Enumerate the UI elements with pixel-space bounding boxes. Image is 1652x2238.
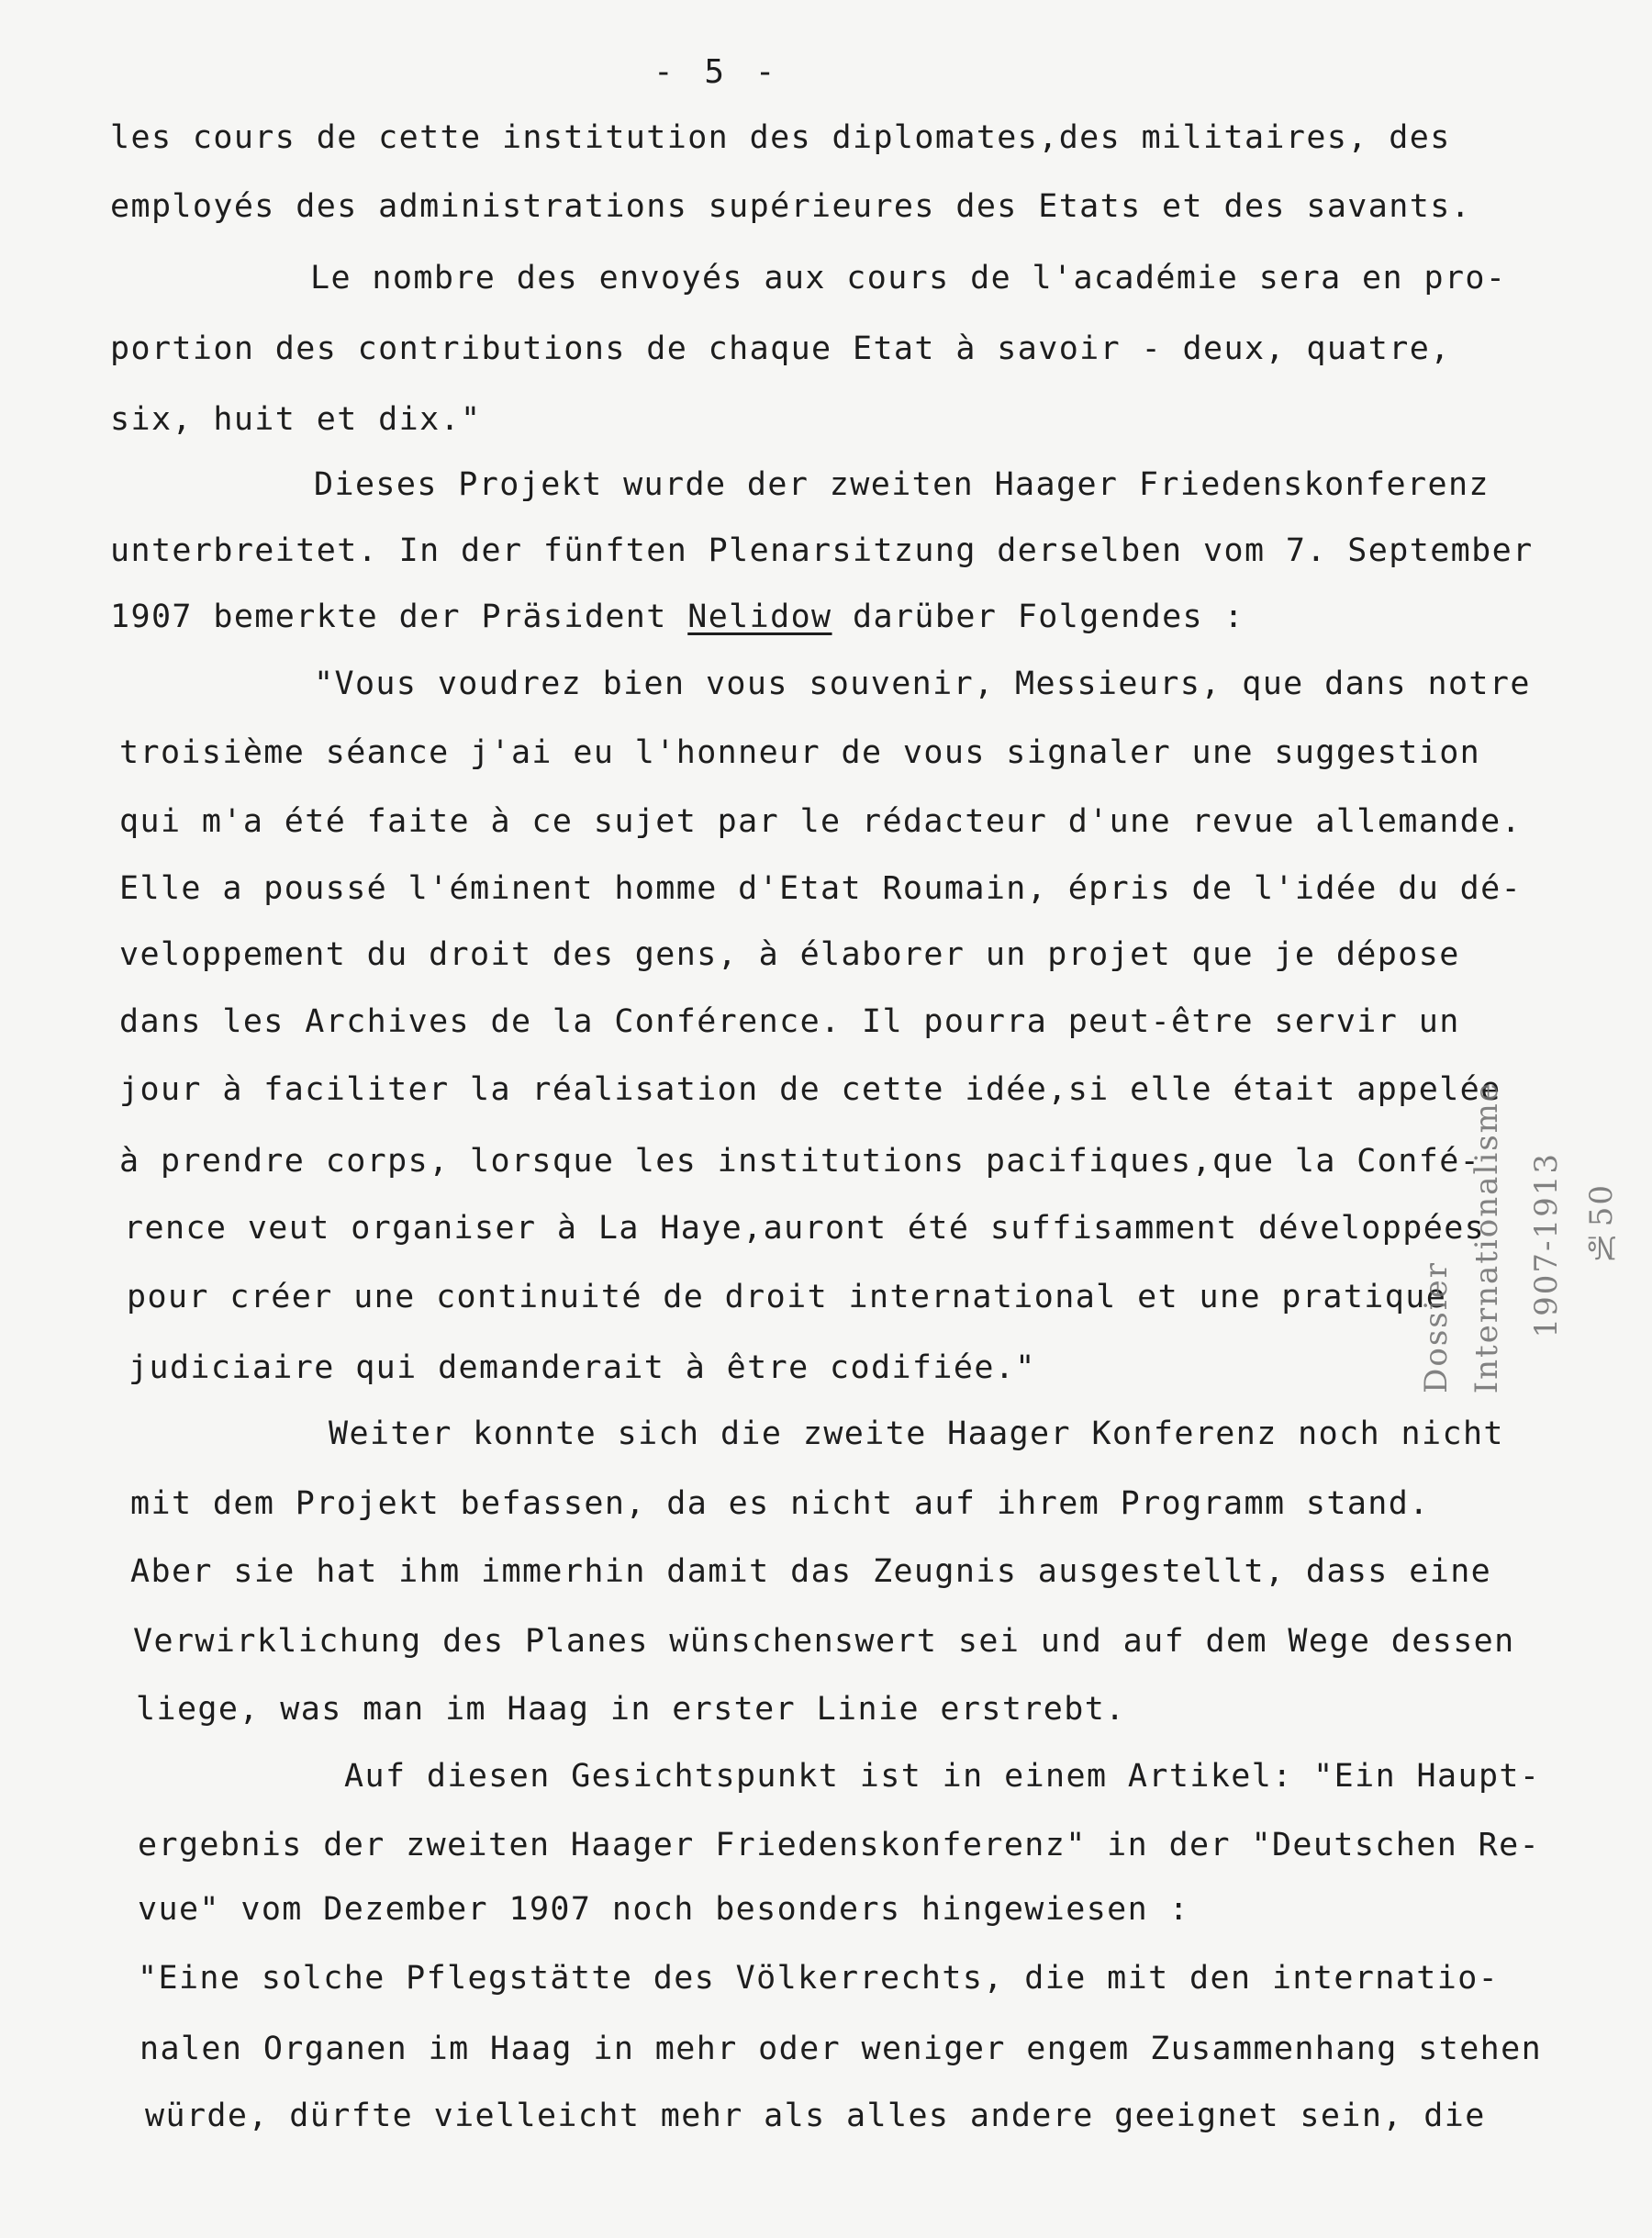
text-line: veloppement du droit des gens, à élaborer un projet que je dépose — [119, 936, 1460, 973]
text-line: mit dem Projekt befassen, da es nicht auf ihrem Programm stand. — [130, 1485, 1430, 1522]
text-line: qui m'a été faite à ce sujet par le rédacteur d'une revue allemande. — [119, 803, 1523, 840]
text-line: unterbreitet. In der fünften Plenarsitzung derselben vom 7. September — [110, 532, 1534, 569]
text-line: würde, dürfte vielleicht mehr als alles andere geeignet sein, die — [145, 2098, 1486, 2134]
text-line: à prendre corps, lorsque les institutions pacifiques,que la Confé- — [119, 1143, 1481, 1180]
text-line: rence veut organiser à La Haye,auront été suffisamment développées — [124, 1210, 1486, 1247]
text-line: pour créer une continuité de droit international et une pratique — [127, 1279, 1447, 1315]
text-line: six, huit et dix." — [110, 401, 482, 438]
stamp-text: 1907-1913 — [1528, 1152, 1565, 1338]
text-line: les cours de cette institution des diplomates,des militaires, des — [110, 119, 1451, 156]
text-line: Verwirklichung des Planes wünschenswert sei und auf dem Wege dessen — [133, 1623, 1515, 1660]
text-line: vue" vom Dezember 1907 noch besonders hingewiesen : — [138, 1891, 1190, 1928]
text-line: Weiter konnte sich die zweite Haager Konferenz noch nicht — [329, 1416, 1504, 1452]
text-line: Elle a poussé l'éminent homme d'Etat Roumain, épris de l'idée du dé- — [119, 870, 1523, 907]
text-line: portion des contributions de chaque Etat à savoir - deux, quatre, — [110, 330, 1451, 367]
text-line: ergebnis der zweiten Haager Friedenskonferenz" in der "Deutschen Re- — [138, 1827, 1541, 1863]
text-segment: 1907 bemerkte der Präsident — [110, 599, 688, 635]
text-line: Le nombre des envoyés aux cours de l'académie sera en pro- — [310, 260, 1507, 297]
text-line: Dieses Projekt wurde der zweiten Haager Friedenskonferenz — [314, 466, 1490, 503]
text-line: employés des administrations supérieures des Etats et des savants. — [110, 188, 1472, 225]
text-line: jour à faciliter la réalisation de cette idée,si elle était appelée — [119, 1071, 1501, 1108]
text-line: nalen Organen im Haag in mehr oder weniger engem Zusammenhang stehen — [140, 2031, 1543, 2067]
text-line: "Eine solche Pflegstätte des Völkerrechts, die mit den internatio- — [138, 1960, 1500, 1997]
text-line: judiciaire qui demanderait à être codifiée." — [128, 1349, 1036, 1386]
text-line: "Vous voudrez bien vous souvenir, Messieurs, que dans notre — [314, 666, 1531, 702]
text-line: Auf diesen Gesichtspunkt ist in einem Artikel: "Ein Haupt- — [344, 1758, 1541, 1795]
text-line: liege, was man im Haag in erster Linie erstrebt. — [136, 1691, 1126, 1728]
stamp-text: №50 — [1583, 1182, 1620, 1265]
text-line: Aber sie hat ihm immerhin damit das Zeugnis ausgestellt, dass eine — [130, 1553, 1492, 1590]
text-segment: darüber Folgendes : — [832, 599, 1245, 635]
archive-stamp — [1418, 1008, 1629, 1393]
stamp-text: Internationalisme — [1468, 1080, 1505, 1393]
stamp-text: Dossier — [1418, 1261, 1455, 1393]
page-number: - 5 - — [653, 53, 781, 91]
text-line — [110, 599, 1245, 635]
text-line: troisième séance j'ai eu l'honneur de vous signaler une suggestion — [119, 734, 1481, 771]
underlined-name: Nelidow — [687, 599, 832, 635]
text-line: dans les Archives de la Conférence. Il pourra peut-être servir un — [119, 1003, 1460, 1040]
